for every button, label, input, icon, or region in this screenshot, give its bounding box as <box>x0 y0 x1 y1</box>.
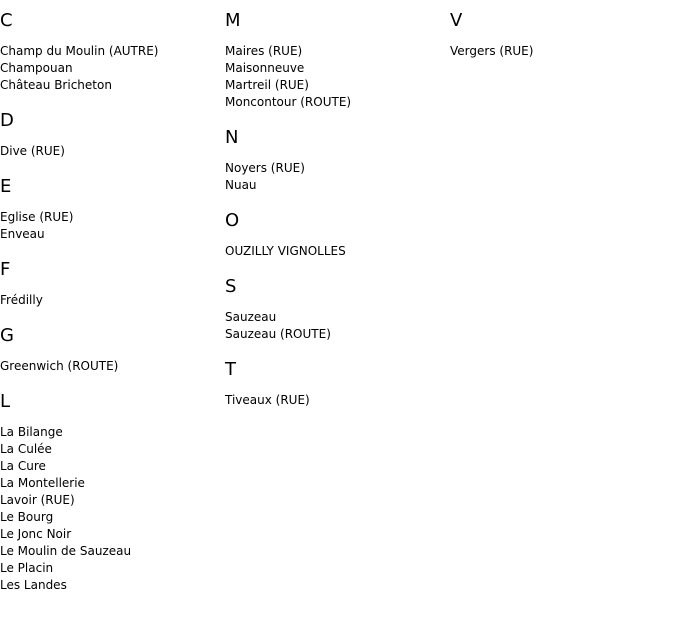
section-letter: C <box>0 10 13 31</box>
street-link[interactable]: Maisonneuve <box>225 61 305 75</box>
street-list <box>225 392 450 409</box>
section-letter: L <box>0 391 11 412</box>
section-letter: F <box>0 259 11 280</box>
street-link[interactable]: Eglise (RUE) <box>0 210 74 224</box>
letter-group-m <box>225 12 450 111</box>
street-link[interactable]: Lavoir (RUE) <box>0 493 75 507</box>
section-letter: N <box>225 127 239 148</box>
street-list <box>0 143 225 160</box>
letter-group-n <box>225 129 450 194</box>
street-list <box>0 424 225 594</box>
index-column-3 <box>450 0 675 60</box>
section-letter: V <box>450 10 463 31</box>
street-list <box>225 43 450 111</box>
street-link[interactable]: Tiveaux (RUE) <box>225 393 310 407</box>
street-list <box>450 43 675 60</box>
index-column-1 <box>0 0 225 594</box>
street-link[interactable]: Greenwich (ROUTE) <box>0 359 119 373</box>
letter-group-d <box>0 112 225 160</box>
street-link[interactable]: OUZILLY VIGNOLLES <box>225 244 346 258</box>
letter-group-e <box>0 178 225 243</box>
street-list <box>225 243 450 260</box>
index-column-2 <box>225 0 450 409</box>
letter-group-l <box>0 393 225 594</box>
street-link[interactable]: Frédilly <box>0 293 43 307</box>
letter-group-t <box>225 361 450 409</box>
street-list <box>0 292 225 309</box>
street-link[interactable]: La Culée <box>0 442 52 456</box>
street-link[interactable]: Le Bourg <box>0 510 54 524</box>
street-link[interactable]: Noyers (RUE) <box>225 161 305 175</box>
letter-group-f <box>0 261 225 309</box>
street-link[interactable]: Nuau <box>225 178 257 192</box>
street-link[interactable]: Moncontour (ROUTE) <box>225 95 352 109</box>
street-list <box>0 43 225 94</box>
letter-group-g <box>0 327 225 375</box>
street-link[interactable]: Enveau <box>0 227 45 241</box>
section-letter: M <box>225 10 241 31</box>
street-link[interactable]: Champ du Moulin (AUTRE) <box>0 44 159 58</box>
street-link[interactable]: Vergers (RUE) <box>450 44 534 58</box>
street-link[interactable]: Dive (RUE) <box>0 144 65 158</box>
street-link[interactable]: La Cure <box>0 459 46 473</box>
section-letter: T <box>225 359 236 380</box>
letter-group-o <box>225 212 450 260</box>
street-list <box>0 209 225 243</box>
street-link[interactable]: La Montellerie <box>0 476 85 490</box>
letter-group-c <box>0 12 225 94</box>
street-list <box>225 309 450 343</box>
street-list <box>0 358 225 375</box>
street-link[interactable]: Martreil (RUE) <box>225 78 309 92</box>
section-letter: G <box>0 325 14 346</box>
section-letter: D <box>0 110 14 131</box>
street-link[interactable]: Champouan <box>0 61 73 75</box>
street-link[interactable]: Le Placin <box>0 561 54 575</box>
section-letter: E <box>0 176 12 197</box>
street-link[interactable]: Maires (RUE) <box>225 44 303 58</box>
street-link[interactable]: Le Jonc Noir <box>0 527 72 541</box>
section-letter: S <box>225 276 237 297</box>
street-link[interactable]: La Bilange <box>0 425 63 439</box>
section-letter: O <box>225 210 240 231</box>
street-link[interactable]: Sauzeau <box>225 310 277 324</box>
street-list <box>225 160 450 194</box>
letter-group-s <box>225 278 450 343</box>
street-link[interactable]: Le Moulin de Sauzeau <box>0 544 132 558</box>
street-link[interactable]: Château Bricheton <box>0 78 112 92</box>
letter-group-v <box>450 12 675 60</box>
street-link[interactable]: Sauzeau (ROUTE) <box>225 327 331 341</box>
street-link[interactable]: Les Landes <box>0 578 67 592</box>
